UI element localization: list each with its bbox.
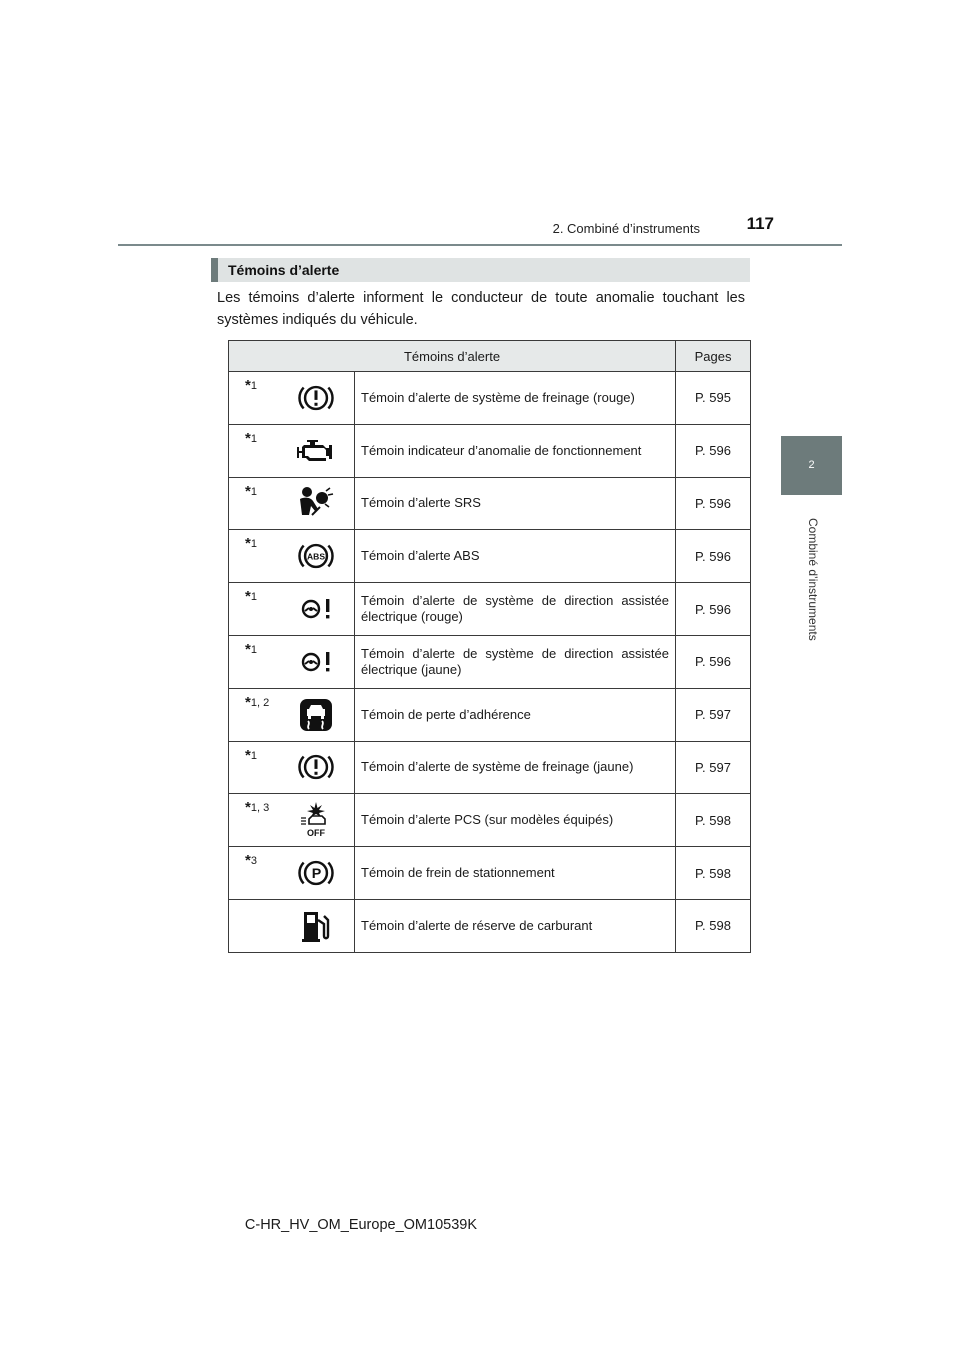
description-cell: Témoin d’alerte PCS (sur modèles équipés) [355,794,676,847]
icon-cell [279,635,355,688]
description-cell: Témoin de perte d’adhérence [355,688,676,741]
footnote-cell: *1 [229,635,279,688]
asterisk-icon: * [245,535,251,553]
description-cell: Témoin d’alerte de système de freinage (jaune) [355,741,676,794]
footnote-cell: *1 [229,741,279,794]
table-header-lights: Témoins d’alerte [229,341,676,372]
table-header-row [229,341,751,372]
table-row [229,794,751,847]
icon-cell [279,847,355,900]
icon-cell [279,477,355,530]
table-row [229,372,751,425]
pcs-off-icon [296,800,336,840]
abs-icon [297,537,335,575]
power-steering-icon [296,594,336,624]
icon-cell [279,424,355,477]
page-reference: P. 596 [676,530,751,583]
footnote-cell: *1 [229,583,279,636]
page-reference: P. 598 [676,899,751,952]
icon-cell [279,899,355,952]
description-cell: Témoin indicateur d’anomalie de fonctionnement [355,424,676,477]
brake-warning-icon [297,379,335,417]
page-reference: P. 598 [676,794,751,847]
icon-cell [279,688,355,741]
page-reference: P. 597 [676,741,751,794]
icon-cell [279,794,355,847]
page-reference: P. 596 [676,635,751,688]
chapter-tab-label: Combiné d’instruments [806,518,820,641]
engine-malfunction-icon [296,436,336,466]
asterisk-icon: * [245,640,251,658]
table-row [229,899,751,952]
asterisk-icon: * [245,429,251,447]
description-cell: Témoin d’alerte de réserve de carburant [355,899,676,952]
page-number: 117 [746,214,774,233]
description-cell: Témoin d’alerte de système de freinage (rouge) [355,372,676,425]
footnote-cell: *1 [229,477,279,530]
table-row [229,424,751,477]
parking-brake-icon [297,854,335,892]
description-cell: Témoin d’alerte de système de direction assistée électrique (rouge) [355,583,676,636]
srs-airbag-icon [296,485,336,521]
page-reference: P. 596 [676,477,751,530]
page-reference: P. 595 [676,372,751,425]
footnote-cell: *1, 3 [229,794,279,847]
svg-text:OFF: OFF [307,828,326,839]
asterisk-icon: * [245,588,251,606]
chapter-title: 2. Combiné d’instruments [552,221,700,236]
section-heading [211,258,750,282]
svg-text:ABS: ABS [307,551,326,562]
footnote-cell: *1, 2 [229,688,279,741]
page-reference: P. 596 [676,424,751,477]
power-steering-icon [296,647,336,677]
svg-text:P: P [311,866,322,883]
asterisk-icon: * [245,377,251,394]
icon-cell [279,372,355,425]
description-cell: Témoin de frein de stationnement [355,847,676,900]
description-cell: Témoin d’alerte ABS [355,530,676,583]
table-row [229,847,751,900]
footnote-cell: *1 [229,424,279,477]
asterisk-icon: * [245,693,251,711]
footnote-cell: *1 [229,372,279,425]
icon-cell [279,583,355,636]
asterisk-icon: * [245,482,251,500]
header-divider [118,244,842,246]
description-cell: Témoin d’alerte SRS [355,477,676,530]
table-header-pages: Pages [676,341,751,372]
table-row [229,741,751,794]
brake-warning-icon [297,748,335,786]
intro-paragraph: Les témoins d’alerte informent le conducteur de toute anomalie touchant les systèmes indiqués du véhicule. [217,290,745,328]
description-cell: Témoin d’alerte de système de direction assistée électrique (jaune) [355,635,676,688]
page-reference: P. 597 [676,688,751,741]
page-reference: P. 598 [676,847,751,900]
fuel-icon [299,908,333,944]
warning-lights-table [228,340,751,953]
asterisk-icon: * [245,799,251,817]
section-title: Témoins d’alerte [228,262,340,278]
footnote-cell: *1 [229,530,279,583]
asterisk-icon: * [245,746,251,764]
slip-indicator-icon [298,697,334,733]
document-code: C-HR_HV_OM_Europe_OM10539K [244,1217,477,1233]
footnote-cell [229,899,279,952]
icon-cell [279,530,355,583]
table-row [229,530,751,583]
chapter-tab: 2 [781,436,842,495]
table-row [229,583,751,636]
page-reference: P. 596 [676,583,751,636]
table-row [229,477,751,530]
asterisk-icon: * [245,852,251,870]
table-row [229,688,751,741]
icon-cell [279,741,355,794]
table-row [229,635,751,688]
footnote-cell: *3 [229,847,279,900]
